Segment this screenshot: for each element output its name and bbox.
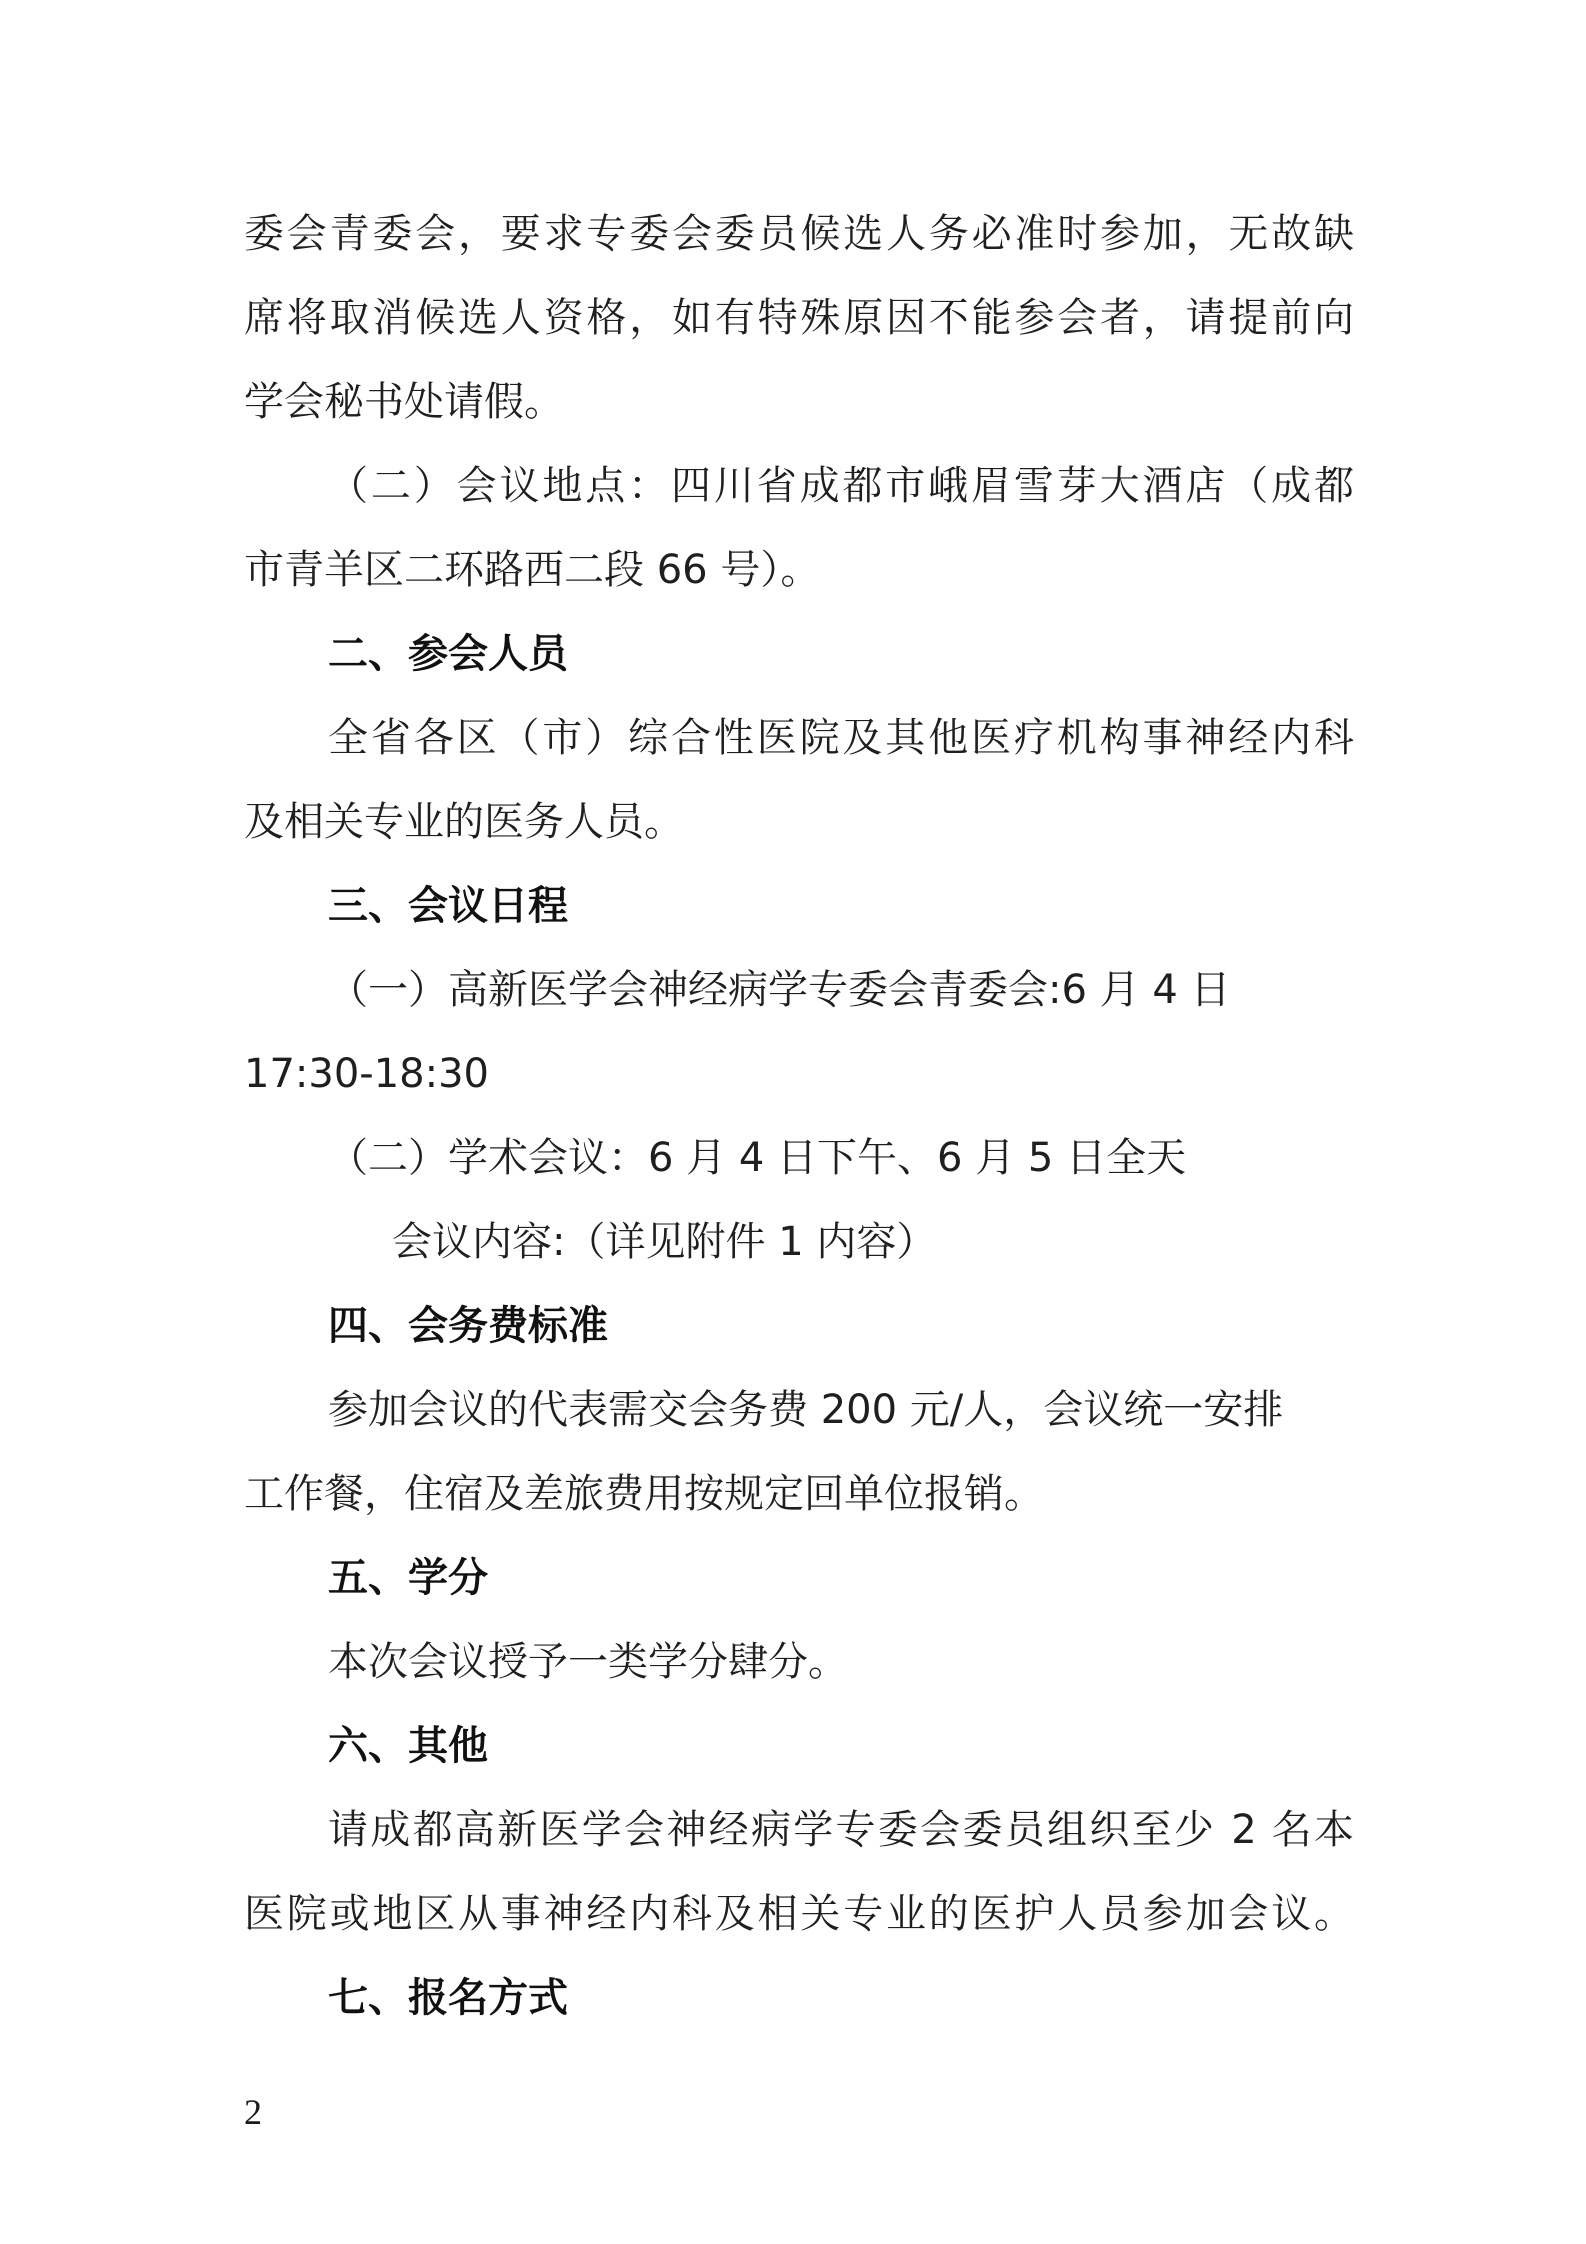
section-heading: 二、参会人员 (328, 631, 568, 677)
paragraph-line: 及相关专业的医务人员。 (244, 799, 684, 845)
paragraph-line: 委会青委会，要求专委会委员候选人务必准时参加，无故缺 (244, 211, 1354, 257)
section-heading: 三、会议日程 (328, 883, 568, 929)
paragraph-line: 席将取消候选人资格，如有特殊原因不能参会者，请提前向 (244, 295, 1354, 341)
page-number: 2 (244, 2092, 262, 2132)
paragraph-line: 学会秘书处请假。 (244, 379, 564, 425)
paragraph-line: （二）学术会议：6 月 4 日下午、6 月 5 日全天 (328, 1135, 1187, 1181)
paragraph-line: 本次会议授予一类学分肆分。 (328, 1639, 848, 1685)
paragraph-line: 参加会议的代表需交会务费 200 元/人，会议统一安排 (328, 1387, 1284, 1433)
paragraph-line: 医院或地区从事神经内科及相关专业的医护人员参加会议。 (244, 1891, 1354, 1937)
paragraph-line: （二）会议地点：四川省成都市峨眉雪芽大酒店（成都 (328, 463, 1354, 509)
paragraph-line: 请成都高新医学会神经病学专委会委员组织至少 2 名本 (328, 1807, 1354, 1853)
paragraph-line: 工作餐，住宿及差旅费用按规定回单位报销。 (244, 1471, 1044, 1517)
paragraph-line: （一）高新医学会神经病学专委会青委会:6 月 4 日 (328, 967, 1231, 1013)
section-heading: 四、会务费标准 (328, 1303, 608, 1349)
paragraph-line: 全省各区（市）综合性医院及其他医疗机构事神经内科 (328, 715, 1354, 761)
section-heading: 五、学分 (328, 1555, 488, 1601)
paragraph-line: 17:30-18:30 (244, 1051, 489, 1097)
section-heading: 六、其他 (328, 1723, 488, 1769)
section-heading: 七、报名方式 (328, 1975, 568, 2021)
paragraph-line: 会议内容:（详见附件 1 内容） (392, 1219, 937, 1265)
paragraph-line: 市青羊区二环路西二段 66 号）。 (244, 547, 821, 593)
